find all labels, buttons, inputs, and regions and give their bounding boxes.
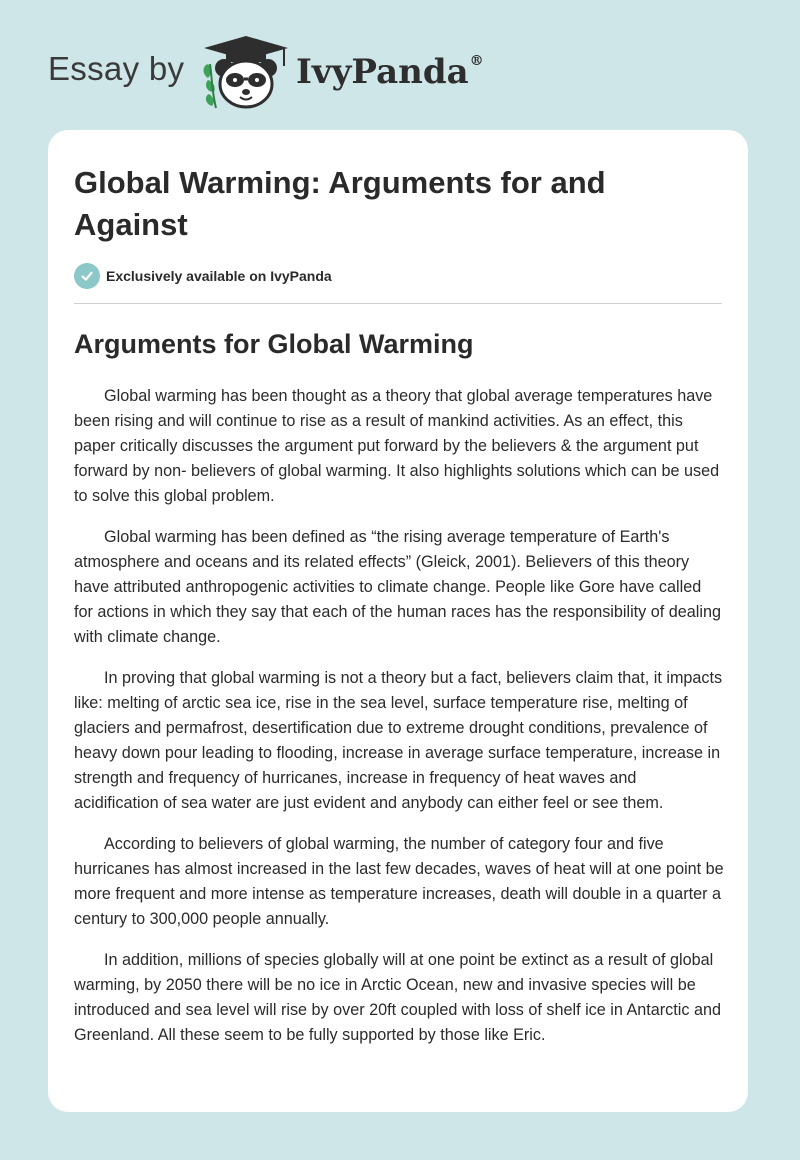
- paragraph: According to believers of global warming, the number of category four and five hurricanes has almost increased in the last few decades, waves of heat will at one point be more frequent and more intense as temperature increases, death will double in a quarter a century to 300,000 people annually.: [74, 835, 724, 928]
- site-header: [0, 0, 800, 130]
- paragraph: Global warming has been defined as “the rising average temperature of Earth's atmosphere and oceans and its related effects” (Gleick, 2001). Believers of this theory have attributed anthropogenic activities to climate change. People like Gore have called for actions in which they say that each of the human races has the responsibility of dealing with climate change.: [74, 528, 721, 646]
- exclusive-label: Exclusively available on IvyPanda: [106, 268, 332, 284]
- essay-card: [48, 130, 748, 1112]
- page-title: Global Warming: Arguments for and Against: [74, 165, 606, 242]
- brand-name: IvyPanda: [296, 52, 469, 92]
- brand-logo[interactable]: [296, 52, 484, 92]
- divider: [74, 303, 722, 304]
- essay-by-label: Essay by: [48, 50, 185, 87]
- section-heading: Arguments for Global Warming: [74, 329, 474, 359]
- paragraph: Global warming has been thought as a theory that global average temperatures have been rising and will continue to rise as a result of mankind activities. As an effect, this paper critically discusses the argument put forward by the believers & the argument put forward by non- believers of global warming. It also highlights solutions which can be used to solve this global problem.: [74, 387, 720, 505]
- panda-graduate-icon[interactable]: [198, 34, 294, 110]
- paragraph: In proving that global warming is not a theory but a fact, believers claim that, it impacts like: melting of arctic sea ice, rise in the sea level, surface temperature rise, melting of glaciers and permafrost, desertification due to extreme drought conditions, prevalence of heavy down pour leading to flooding, increase in average surface temperature, increase in strength and frequency of hurricanes, increase in frequency of heat waves and acidification of sea water are just evident and anybody can either feel or see them.: [74, 669, 723, 812]
- essay-body: [74, 384, 724, 1064]
- check-icon: [74, 263, 100, 289]
- paragraph: In addition, millions of species globally will at one point be extinct as a result of global warming, by 2050 there will be no ice in Arctic Ocean, new and invasive species will be introduced and sea level will rise by over 20ft coupled with loss of shelf ice in Antarctic and Greenland. All these seem to be fully supported by those like Eric.: [74, 951, 721, 1044]
- registered-mark: ®: [469, 52, 484, 69]
- exclusive-badge: [74, 262, 332, 290]
